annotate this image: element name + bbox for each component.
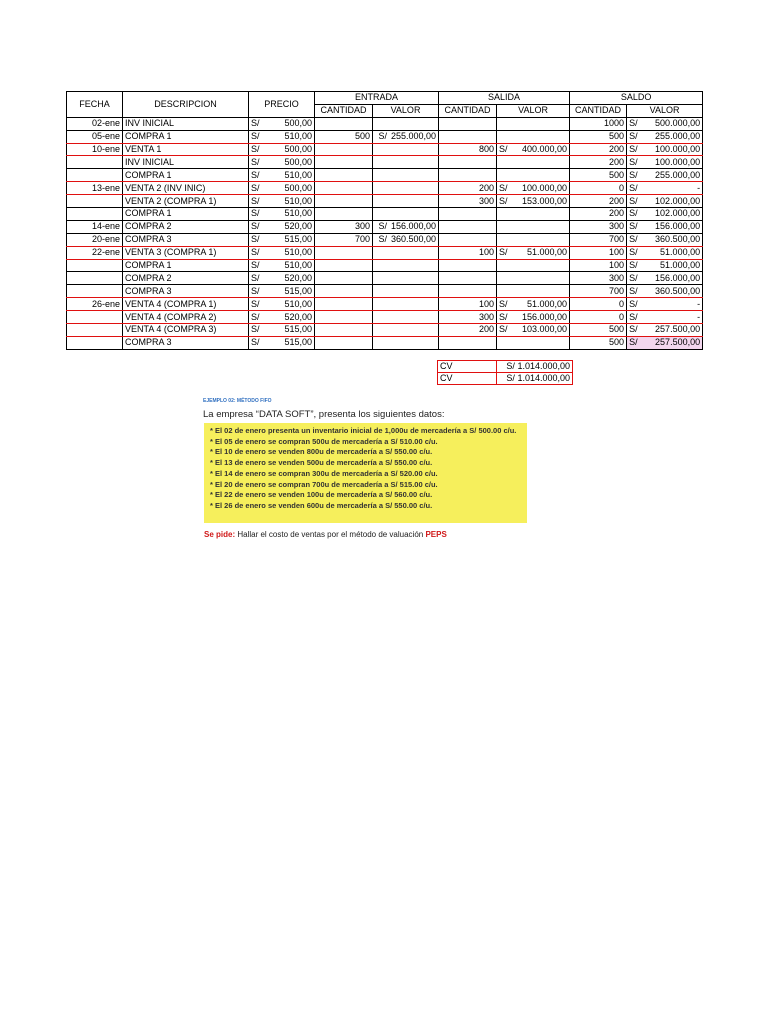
- task-statement: [204, 530, 447, 539]
- cell-precio-currency: S/: [249, 169, 273, 182]
- cell-fecha: 14-ene: [67, 220, 123, 233]
- kardex-table: [66, 91, 703, 350]
- data-list-item: * El 05 de enero se compran 500u de mercadería a S/ 510.00 c/u.: [210, 436, 438, 446]
- cell-fecha: [67, 272, 123, 285]
- table-row: [67, 324, 703, 337]
- header-entrada-valor: VALOR: [373, 104, 439, 117]
- table-row: [67, 285, 703, 298]
- table-row: [67, 233, 703, 246]
- cell-precio-currency: S/: [249, 220, 273, 233]
- example-title: EJEMPLO 02: MÉTODO FIFO: [203, 398, 272, 404]
- cell-saldo-currency: S/: [627, 156, 639, 169]
- cell-precio-currency: S/: [249, 130, 273, 143]
- cell-salida-value: 153.000,00: [512, 195, 570, 208]
- cell-descripcion: VENTA 1: [123, 143, 249, 156]
- cell-entrada-valor: [373, 233, 439, 246]
- cell-descripcion: VENTA 2 (COMPRA 1): [123, 195, 249, 208]
- cell-precio-currency: S/: [249, 246, 273, 259]
- header-salida: SALIDA: [439, 92, 570, 105]
- cell-saldo-value: 102.000,00: [639, 208, 703, 221]
- cell-salida-cantidad: [439, 156, 497, 169]
- cell-entrada-cantidad: [315, 246, 373, 259]
- cell-entrada-cantidad: [315, 156, 373, 169]
- cell-saldo-value: -: [639, 298, 703, 311]
- cell-saldo-currency: S/: [627, 117, 639, 130]
- cell-entrada-cantidad: [315, 324, 373, 337]
- cell-fecha: 13-ene: [67, 182, 123, 195]
- cell-fecha: 22-ene: [67, 246, 123, 259]
- cell-salida-currency: S/: [497, 246, 512, 259]
- cell-fecha: [67, 285, 123, 298]
- cell-entrada-cantidad: [315, 182, 373, 195]
- cell-descripcion: VENTA 3 (COMPRA 1): [123, 246, 249, 259]
- cell-entrada-valor: [373, 117, 439, 130]
- cell-salida-value: 51.000,00: [512, 246, 570, 259]
- cell-salida-value: 51.000,00: [512, 298, 570, 311]
- header-saldo-valor: VALOR: [627, 104, 703, 117]
- cell-saldo-currency: S/: [627, 208, 639, 221]
- cell-saldo-value: 100.000,00: [639, 143, 703, 156]
- cell-fecha: [67, 259, 123, 272]
- entrada-amount: 255.000,00: [390, 131, 437, 142]
- cell-saldo-cantidad: 200: [570, 195, 627, 208]
- cell-precio-value: 500,00: [273, 182, 315, 195]
- table-row: [67, 311, 703, 324]
- cell-saldo-cantidad: 700: [570, 233, 627, 246]
- cell-salida-cantidad: [439, 220, 497, 233]
- cell-saldo-cantidad: 500: [570, 336, 627, 349]
- cell-entrada-valor: [373, 246, 439, 259]
- cell-salida-currency: [497, 130, 512, 143]
- cell-salida-cantidad: [439, 285, 497, 298]
- cell-saldo-cantidad: 100: [570, 259, 627, 272]
- cell-saldo-cantidad: 200: [570, 156, 627, 169]
- cell-salida-currency: S/: [497, 182, 512, 195]
- data-list-item: * El 02 de enero presenta un inventario inicial de 1,000u de mercadería a S/ 500.00 c/u.: [210, 426, 517, 435]
- cell-entrada-valor: [373, 324, 439, 337]
- intro-text: La empresa “DATA SOFT”, presenta los siguientes datos:: [203, 409, 445, 420]
- cell-entrada-valor: [373, 298, 439, 311]
- cell-precio-value: 510,00: [273, 208, 315, 221]
- cell-saldo-currency: S/: [627, 220, 639, 233]
- cell-saldo-currency: S/: [627, 336, 639, 349]
- cell-salida-value: [512, 285, 570, 298]
- cell-entrada-valor: [373, 143, 439, 156]
- cell-precio-currency: S/: [249, 156, 273, 169]
- cell-entrada-cantidad: [315, 143, 373, 156]
- cell-saldo-cantidad: 0: [570, 182, 627, 195]
- cell-fecha: [67, 156, 123, 169]
- cell-salida-currency: S/: [497, 143, 512, 156]
- cell-saldo-value: 100.000,00: [639, 156, 703, 169]
- cell-saldo-cantidad: 500: [570, 324, 627, 337]
- cv-row: [438, 361, 573, 373]
- cell-entrada-valor: [373, 156, 439, 169]
- cell-saldo-value: 255.000,00: [639, 130, 703, 143]
- table-row: [67, 298, 703, 311]
- cell-fecha: [67, 169, 123, 182]
- cv-amount: 1.014.000,00: [517, 373, 570, 383]
- cell-saldo-currency: S/: [627, 182, 639, 195]
- header-salida-valor: VALOR: [497, 104, 570, 117]
- cell-saldo-cantidad: 200: [570, 208, 627, 221]
- cell-precio-value: 500,00: [273, 143, 315, 156]
- cell-salida-value: [512, 259, 570, 272]
- cell-saldo-value: 360.500,00: [639, 285, 703, 298]
- cell-entrada-cantidad: [315, 208, 373, 221]
- task-method: PEPS: [425, 530, 447, 539]
- cell-entrada-valor: [373, 130, 439, 143]
- cell-salida-cantidad: [439, 117, 497, 130]
- cell-saldo-currency: S/: [627, 130, 639, 143]
- cell-entrada-cantidad: [315, 195, 373, 208]
- cell-descripcion: COMPRA 3: [123, 285, 249, 298]
- cell-entrada-cantidad: [315, 336, 373, 349]
- cell-precio-value: 510,00: [273, 195, 315, 208]
- cv-summary: [437, 360, 573, 385]
- header-entrada: ENTRADA: [315, 92, 439, 105]
- cell-saldo-currency: S/: [627, 285, 639, 298]
- cell-descripcion: COMPRA 3: [123, 336, 249, 349]
- cell-salida-cantidad: [439, 259, 497, 272]
- cell-saldo-value: 257.500,00: [639, 324, 703, 337]
- cell-saldo-value: -: [639, 182, 703, 195]
- cell-saldo-value: 360.500,00: [639, 233, 703, 246]
- cell-salida-currency: [497, 117, 512, 130]
- cell-precio-currency: S/: [249, 233, 273, 246]
- cell-saldo-currency: S/: [627, 143, 639, 156]
- cell-descripcion: COMPRA 1: [123, 208, 249, 221]
- cell-saldo-currency: S/: [627, 272, 639, 285]
- cell-salida-cantidad: [439, 130, 497, 143]
- cell-entrada-cantidad: [315, 259, 373, 272]
- entrada-amount: 360.500,00: [390, 234, 437, 245]
- cell-salida-value: [512, 208, 570, 221]
- entrada-currency: S/: [378, 221, 387, 232]
- cell-fecha: 05-ene: [67, 130, 123, 143]
- cell-salida-currency: [497, 208, 512, 221]
- cell-salida-value: [512, 169, 570, 182]
- cell-saldo-cantidad: 0: [570, 298, 627, 311]
- table-row: [67, 272, 703, 285]
- cell-fecha: 02-ene: [67, 117, 123, 130]
- cell-entrada-cantidad: [315, 117, 373, 130]
- cell-salida-currency: [497, 220, 512, 233]
- data-list-item: * El 20 de enero se compran 700u de mercadería a S/ 515.00 c/u.: [210, 479, 438, 489]
- cell-fecha: [67, 208, 123, 221]
- cell-fecha: [67, 336, 123, 349]
- cell-saldo-currency: S/: [627, 233, 639, 246]
- cell-salida-value: 156.000,00: [512, 311, 570, 324]
- header-fecha: FECHA: [67, 92, 123, 118]
- cell-entrada-valor: [373, 272, 439, 285]
- cell-fecha: [67, 195, 123, 208]
- header-salida-cantidad: CANTIDAD: [439, 104, 497, 117]
- kardex-body: [67, 117, 703, 349]
- data-list-item: * El 22 de enero se venden 100u de mercadería a S/ 560.00 c/u.: [210, 490, 433, 500]
- cell-salida-cantidad: 300: [439, 195, 497, 208]
- cell-precio-currency: S/: [249, 324, 273, 337]
- cell-saldo-value: 257.500,00: [639, 336, 703, 349]
- table-row: [67, 156, 703, 169]
- cell-descripcion: INV INICIAL: [123, 156, 249, 169]
- data-list-item: * El 10 de enero se venden 800u de mercadería a S/ 550.00 c/u.: [210, 447, 433, 457]
- cell-saldo-value: 255.000,00: [639, 169, 703, 182]
- cell-saldo-currency: S/: [627, 246, 639, 259]
- cell-fecha: [67, 324, 123, 337]
- cell-saldo-cantidad: 700: [570, 285, 627, 298]
- cv-currency: S/: [506, 361, 515, 371]
- table-row: [67, 208, 703, 221]
- cell-entrada-valor: [373, 169, 439, 182]
- cell-salida-cantidad: 800: [439, 143, 497, 156]
- cell-precio-value: 510,00: [273, 246, 315, 259]
- table-row: [67, 195, 703, 208]
- cell-salida-cantidad: 100: [439, 246, 497, 259]
- cv-value: [497, 361, 573, 373]
- cell-entrada-cantidad: 700: [315, 233, 373, 246]
- cell-salida-currency: [497, 259, 512, 272]
- header-saldo: SALDO: [570, 92, 703, 105]
- cell-saldo-value: 500.000,00: [639, 117, 703, 130]
- cell-precio-value: 515,00: [273, 285, 315, 298]
- cell-saldo-value: 51.000,00: [639, 246, 703, 259]
- cell-precio-currency: S/: [249, 285, 273, 298]
- cell-saldo-value: 102.000,00: [639, 195, 703, 208]
- cell-descripcion: VENTA 2 (INV INIC): [123, 182, 249, 195]
- cell-precio-currency: S/: [249, 182, 273, 195]
- cell-precio-currency: S/: [249, 336, 273, 349]
- cell-entrada-cantidad: [315, 272, 373, 285]
- cell-precio-value: 515,00: [273, 336, 315, 349]
- cell-fecha: 10-ene: [67, 143, 123, 156]
- cell-salida-cantidad: [439, 208, 497, 221]
- cell-saldo-value: 156.000,00: [639, 220, 703, 233]
- cell-descripcion: COMPRA 1: [123, 259, 249, 272]
- cell-salida-value: 100.000,00: [512, 182, 570, 195]
- table-row: [67, 246, 703, 259]
- cell-precio-currency: S/: [249, 259, 273, 272]
- cell-salida-value: [512, 272, 570, 285]
- header-row-1: [67, 92, 703, 105]
- cell-descripcion: VENTA 4 (COMPRA 2): [123, 311, 249, 324]
- cell-saldo-cantidad: 500: [570, 169, 627, 182]
- cell-salida-cantidad: 100: [439, 298, 497, 311]
- cell-salida-cantidad: 300: [439, 311, 497, 324]
- cv-row: [438, 373, 573, 385]
- cell-salida-currency: [497, 233, 512, 246]
- task-text: Hallar el costo de ventas por el método de valuación: [235, 530, 426, 539]
- cell-descripcion: COMPRA 2: [123, 220, 249, 233]
- data-list-item: * El 14 de enero se compran 300u de mercadería a S/ 520.00 c/u.: [210, 468, 438, 478]
- cell-salida-currency: S/: [497, 195, 512, 208]
- cell-precio-value: 510,00: [273, 169, 315, 182]
- cell-entrada-valor: [373, 208, 439, 221]
- table-row: [67, 130, 703, 143]
- cell-saldo-currency: S/: [627, 324, 639, 337]
- cv-value: [497, 373, 573, 385]
- cell-precio-value: 520,00: [273, 311, 315, 324]
- table-row: [67, 182, 703, 195]
- cell-entrada-cantidad: [315, 285, 373, 298]
- cell-precio-currency: S/: [249, 272, 273, 285]
- cell-salida-cantidad: 200: [439, 324, 497, 337]
- cell-precio-currency: S/: [249, 195, 273, 208]
- cell-salida-value: [512, 233, 570, 246]
- cell-salida-value: 400.000,00: [512, 143, 570, 156]
- cell-precio-currency: S/: [249, 143, 273, 156]
- cell-descripcion: COMPRA 1: [123, 169, 249, 182]
- cell-saldo-currency: S/: [627, 298, 639, 311]
- cell-fecha: 20-ene: [67, 233, 123, 246]
- cell-descripcion: COMPRA 2: [123, 272, 249, 285]
- table-row: [67, 117, 703, 130]
- cell-precio-value: 510,00: [273, 259, 315, 272]
- cell-salida-currency: [497, 336, 512, 349]
- entrada-currency: S/: [378, 131, 387, 142]
- header-saldo-cantidad: CANTIDAD: [570, 104, 627, 117]
- cell-salida-value: [512, 220, 570, 233]
- cell-salida-currency: S/: [497, 311, 512, 324]
- table-row: [67, 259, 703, 272]
- cell-salida-cantidad: [439, 336, 497, 349]
- cell-precio-value: 510,00: [273, 298, 315, 311]
- cell-descripcion: VENTA 4 (COMPRA 1): [123, 298, 249, 311]
- cell-salida-currency: [497, 156, 512, 169]
- task-label: Se pide:: [204, 530, 236, 539]
- cell-precio-currency: S/: [249, 117, 273, 130]
- cell-precio-value: 510,00: [273, 130, 315, 143]
- cell-saldo-currency: S/: [627, 259, 639, 272]
- cell-salida-cantidad: 200: [439, 182, 497, 195]
- cell-precio-value: 515,00: [273, 233, 315, 246]
- cell-salida-value: [512, 336, 570, 349]
- cell-entrada-valor: [373, 311, 439, 324]
- cell-entrada-cantidad: [315, 311, 373, 324]
- cell-salida-cantidad: [439, 272, 497, 285]
- cell-salida-currency: [497, 272, 512, 285]
- cell-entrada-valor: [373, 336, 439, 349]
- cell-entrada-valor: [373, 220, 439, 233]
- header-precio: PRECIO: [249, 92, 315, 118]
- cell-saldo-currency: S/: [627, 311, 639, 324]
- cell-salida-value: [512, 130, 570, 143]
- cell-salida-value: [512, 117, 570, 130]
- cell-entrada-cantidad: [315, 169, 373, 182]
- cell-descripcion: INV INICIAL: [123, 117, 249, 130]
- cell-salida-currency: S/: [497, 298, 512, 311]
- cell-salida-currency: S/: [497, 324, 512, 337]
- cell-salida-currency: [497, 285, 512, 298]
- header-entrada-cantidad: CANTIDAD: [315, 104, 373, 117]
- cell-precio-value: 500,00: [273, 117, 315, 130]
- cell-entrada-valor: [373, 285, 439, 298]
- data-list-item: * El 13 de enero se venden 500u de mercadería a S/ 550.00 c/u.: [210, 458, 433, 468]
- cell-entrada-valor: [373, 259, 439, 272]
- table-row: [67, 220, 703, 233]
- cell-precio-value: 515,00: [273, 324, 315, 337]
- cell-saldo-cantidad: 100: [570, 246, 627, 259]
- cell-salida-value: [512, 156, 570, 169]
- cell-salida-currency: [497, 169, 512, 182]
- cell-entrada-valor: [373, 195, 439, 208]
- cell-saldo-cantidad: 500: [570, 130, 627, 143]
- cv-label: CV: [438, 373, 497, 385]
- table-row: [67, 169, 703, 182]
- cell-saldo-cantidad: 300: [570, 220, 627, 233]
- data-list-item: * El 26 de enero se venden 600u de mercadería a S/ 550.00 c/u.: [210, 500, 433, 510]
- cell-fecha: 26-ene: [67, 298, 123, 311]
- cell-saldo-cantidad: 200: [570, 143, 627, 156]
- cell-precio-value: 500,00: [273, 156, 315, 169]
- cell-fecha: [67, 311, 123, 324]
- cell-entrada-cantidad: 500: [315, 130, 373, 143]
- cell-precio-currency: S/: [249, 208, 273, 221]
- entrada-currency: S/: [378, 234, 387, 245]
- cell-salida-cantidad: [439, 169, 497, 182]
- cell-descripcion: COMPRA 3: [123, 233, 249, 246]
- cell-saldo-cantidad: 0: [570, 311, 627, 324]
- cv-amount: 1.014.000,00: [517, 361, 570, 371]
- cell-precio-currency: S/: [249, 298, 273, 311]
- header-descripcion: DESCRIPCION: [123, 92, 249, 118]
- cv-label: CV: [438, 361, 497, 373]
- table-row: [67, 143, 703, 156]
- cell-saldo-value: 51.000,00: [639, 259, 703, 272]
- cell-precio-value: 520,00: [273, 220, 315, 233]
- cell-precio-currency: S/: [249, 311, 273, 324]
- cell-saldo-cantidad: 300: [570, 272, 627, 285]
- cell-saldo-currency: S/: [627, 195, 639, 208]
- cell-saldo-value: -: [639, 311, 703, 324]
- cell-entrada-cantidad: [315, 298, 373, 311]
- cell-saldo-currency: S/: [627, 169, 639, 182]
- entrada-amount: 156.000,00: [390, 221, 437, 232]
- cv-currency: S/: [506, 373, 515, 383]
- cell-salida-cantidad: [439, 233, 497, 246]
- cell-descripcion: COMPRA 1: [123, 130, 249, 143]
- cell-salida-value: 103.000,00: [512, 324, 570, 337]
- cell-saldo-cantidad: 1000: [570, 117, 627, 130]
- cell-saldo-value: 156.000,00: [639, 272, 703, 285]
- table-row: [67, 336, 703, 349]
- cell-precio-value: 520,00: [273, 272, 315, 285]
- cell-entrada-valor: [373, 182, 439, 195]
- data-list-box: [204, 423, 527, 523]
- cell-descripcion: VENTA 4 (COMPRA 3): [123, 324, 249, 337]
- cell-entrada-cantidad: 300: [315, 220, 373, 233]
